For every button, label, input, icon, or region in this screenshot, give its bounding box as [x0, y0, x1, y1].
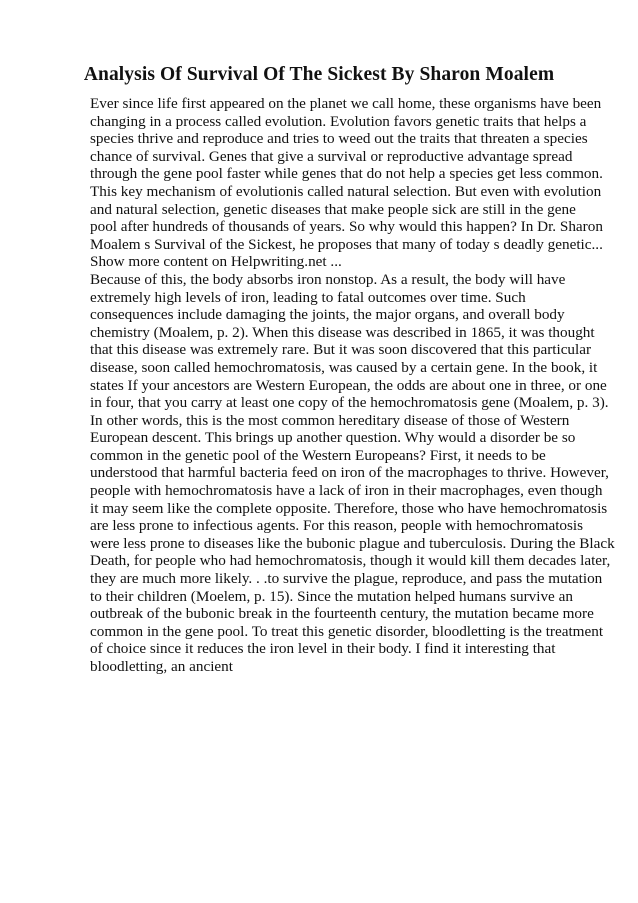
body-line: Ever since life first appeared on the planet we call home, these organisms have been	[90, 95, 602, 112]
body-line: extremely high levels of iron, leading to fatal outcomes over time. Such	[90, 288, 526, 306]
body-line: This key mechanism of evolutionis called natural selection. But even with evolution	[90, 182, 602, 200]
body-line: Moalem s Survival of the Sickest, he proposes that many of today s deadly genetic...	[90, 235, 603, 253]
body-line: are less prone to infectious agents. For this reason, people with hemochromatosis	[90, 517, 584, 535]
show-more-line: Show more content on Helpwriting.net ...	[90, 253, 342, 271]
body-line: Death, for people who had hemochromatosis, though it would kill them decades later,	[90, 552, 611, 570]
body-line: and natural selection, genetic diseases that make people sick are still in the gene	[90, 200, 576, 218]
body-line: species thrive and reproduce and tries to weed out the traits that threaten a species	[90, 130, 588, 148]
body-line: changing in a process called evolution. Evolution favors genetic traits that helps a	[90, 112, 587, 130]
document-body	[90, 95, 615, 676]
body-line: states If your ancestors are Western European, the odds are about one in three, or one	[90, 376, 607, 394]
body-line: of choice since it reduces the iron level in their body. I find it interesting that	[90, 640, 556, 658]
body-line: disease, soon called hemochromatosis, was caused by a certain gene. In the book, it	[90, 358, 598, 376]
body-line: In other words, this is the most common hereditary disease of those of Western	[90, 411, 570, 429]
body-line: outbreak of the bubonic break in the fourteenth century, the mutation became more	[90, 605, 594, 623]
body-line: it may seem like the complete opposite. Therefore, those who have hemochromatosis	[90, 499, 608, 517]
body-line: common in the gene pool. To treat this genetic disorder, bloodletting is the treatment	[90, 622, 604, 640]
body-line: understood that harmful bacteria feed on iron of the macrophages to thrive. However,	[90, 464, 609, 482]
document-title: Analysis Of Survival Of The Sickest By Sharon Moalem	[83, 64, 555, 85]
body-line: people with hemochromatosis have a lack of iron in their macrophages, even though	[90, 482, 603, 500]
body-line: were less prone to diseases like the bubonic plague and tuberculosis. During the Black	[90, 534, 615, 552]
body-line: through the gene pool faster while genes that do not help a species get less common.	[90, 165, 603, 183]
body-line: they are much more likely. . .to survive the plague, reproduce, and pass the mutation	[90, 570, 603, 588]
body-line: pool after hundreds of thousands of years. So why would this happen? In Dr. Sharon	[90, 218, 603, 236]
body-line: consequences include damaging the joints, the major organs, and overall body	[90, 306, 565, 324]
body-line: chance of survival. Genes that give a survival or reproductive advantage spread	[90, 147, 573, 165]
body-line: Because of this, the body absorbs iron nonstop. As a result, the body will have	[90, 270, 566, 288]
body-line: in four, that you carry at least one copy of the hemochromatosis gene (Moalem, p. 3).	[90, 394, 609, 412]
body-line: European descent. This brings up another question. Why would a disorder be so	[90, 429, 576, 447]
body-line: bloodletting, an ancient	[90, 658, 233, 675]
body-line: chemistry (Moalem, p. 2). When this disease was described in 1865, it was thought	[90, 323, 595, 341]
body-line: that this disease was extremely rare. But it was soon discovered that this particular	[90, 341, 592, 359]
body-line: to their children (Moelem, p. 15). Since the mutation helped humans survive an	[90, 587, 573, 605]
body-line: common in the genetic pool of the Western Europeans? First, it needs to be	[90, 446, 546, 464]
